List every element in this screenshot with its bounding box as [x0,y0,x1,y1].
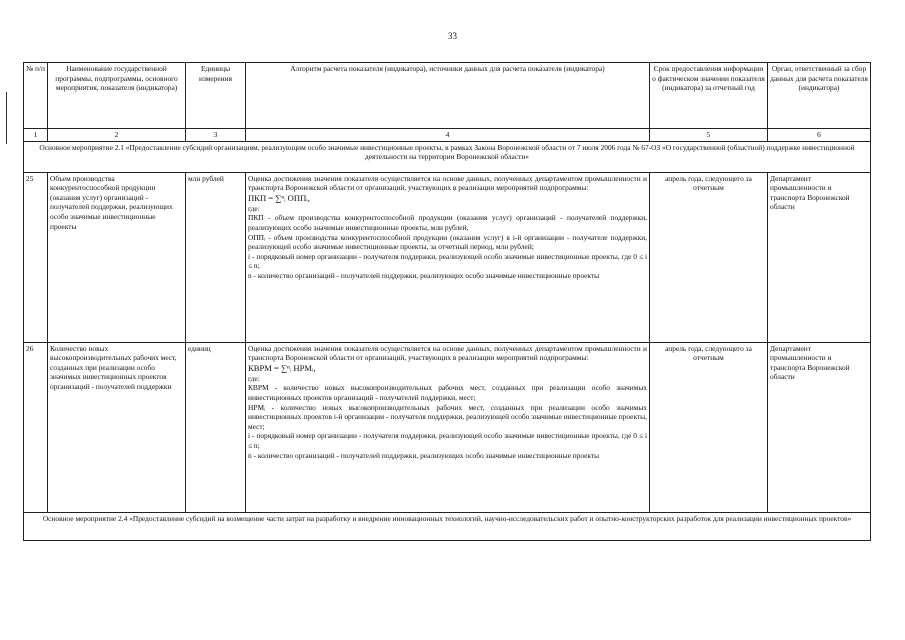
formula: ПКП = ∑ⁿᵢ ОППᵢ, [248,192,310,203]
algorithm-line: НРМᵢ - количество новых высокопроизводительных рабочих мест, созданных при реализации особо значимых инвестиционных проектов i-й организации - получателя поддержки, реализующей особо значимые инвестиционные проекты, мест; [248,402,647,431]
column-number: 5 [650,129,768,142]
row-name: Количество новых высокопроизводительных рабочих мест, созданных при реализации особо значимых инвестиционных проектов организаций - получателей поддержки [48,342,186,512]
header-organ: Орган, ответственный за сбор данных для расчета показателя (индикатора) [768,63,871,129]
section-title: Основное мероприятие 2.4 «Предоставление субсидий на возмещение части затрат на разработку и внедрение инновационных технологий, научно-исследовательских работ и опытно-конструкторских разработок для реализации инвестиционных проектов» [24,512,871,540]
algorithm-intro: Оценка достижения значения показателя осуществляется на основе данных, полученных департаментом промышленности и транспорта Воронежской области от организаций, участвующих в реализации мероприятий подпрограммы: [248,173,647,193]
formula: КВРМ = ∑ⁿᵢ НРМᵢ, [248,362,316,373]
section-title: Основное мероприятие 2.1 «Предоставление субсидий организациям, реализующим особо значимые инвестиционные проекты, в рамках Закона Воронежской области от 7 июля 2006 года № 67-ОЗ «О государственной (областной) поддержке инвестиционной деятельности на территории Воронежской области» [24,141,871,172]
column-number: 4 [246,129,650,142]
row-number: 25 [24,172,48,342]
row-organ: Департамент промышленности и транспорта Воронежской области [768,172,871,342]
row-algorithm [246,172,650,342]
section-row-2-4 [24,512,871,540]
header-algorithm: Алгоритм расчета показателя (индикатора), источники данных для расчета показателя (индикатора) [246,63,650,129]
algorithm-line: i - порядковый номер организации - получателя поддержки, реализующей особо значимые инвестиционные проекты, где 0 ≤ i ≤ n; [248,251,647,271]
indicator-table [23,62,871,541]
row-organ: Департамент промышленности и транспорта Воронежской области [768,342,871,512]
table-header-row [24,63,871,129]
table-row [24,172,871,342]
algorithm-line: КВРМ - количество новых высокопроизводительных рабочих мест, созданных при реализации особо значимых инвестиционных проектов организаций - получателей поддержки, мест; [248,383,647,402]
row-unit: единиц [186,342,246,512]
column-number: 1 [24,129,48,142]
column-number: 6 [768,129,871,142]
row-deadline: апрель года, следующего за отчетным [650,342,768,512]
section-row-2-1 [24,141,871,172]
column-number-row [24,129,871,142]
page-number: 33 [448,31,457,41]
column-number: 2 [48,129,186,142]
algorithm-where: где: [248,203,260,213]
algorithm-intro: Оценка достижения значения показателя осуществляется на основе данных, полученных департаментом промышленности и транспорта Воронежской области от организаций, участвующих в реализации мероприятий подпрограммы: [248,343,647,363]
table-row [24,342,871,512]
header-number: № п/п [24,63,48,129]
header-deadline: Срок предоставления информации о фактическом значении показателя (индикатора) за отчетный год [650,63,768,129]
algorithm-where: где: [248,373,260,383]
row-number: 26 [24,342,48,512]
algorithm-line: i - порядковый номер организации - получателя поддержки, реализующей особо значимые инвестиционные проекты, где 0 ≤ i ≤ n; [248,431,647,450]
row-unit: млн рублей [186,172,246,342]
row-name: Объем производства конкурентоспособной продукции (оказания услуг) организаций - получателей поддержки, реализующих особо значимые инвестиционные проекты [48,172,186,342]
algorithm-line: ОППᵢ - объем производства конкурентоспособной продукции (оказания услуг) в i-й организации - получателе поддержки, реализующей особо значимые инвестиционные проекты, за отчетный период, млн рублей; [248,232,647,252]
header-unit: Единицы измерения [186,63,246,129]
row-deadline: апрель года, следующего за отчетным [650,172,768,342]
row-algorithm [246,342,650,512]
algorithm-line: n - количество организаций - получателей поддержки, реализующих особо значимые инвестиционные проекты [248,270,600,280]
algorithm-line: ПКП - объем производства конкурентоспособной продукции (оказания услуг) организаций - получателей поддержки, реализующих особо значимые инвестиционные проекты, млн рублей, [248,213,647,232]
header-name: Наименование государственной программы, подпрограммы, основного мероприятия, показателя (индикатора) [48,63,186,129]
column-number: 3 [186,129,246,142]
algorithm-line: n - количество организаций - получателей поддержки, реализующих особо значимые инвестиционные проекты [248,450,600,460]
margin-rule [6,92,7,144]
